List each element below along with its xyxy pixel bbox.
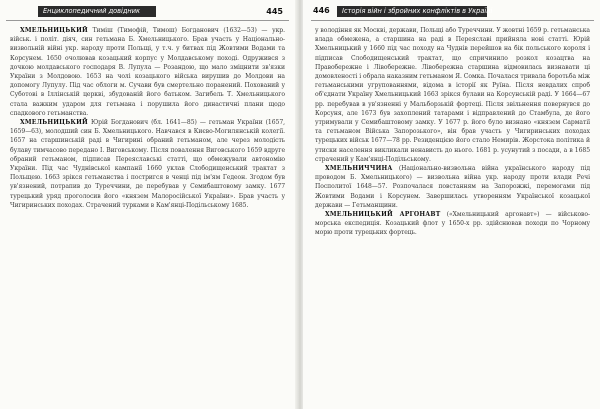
right-page-header — [311, 3, 594, 20]
entry — [315, 26, 590, 164]
entry — [315, 210, 590, 238]
entry-head: ХМЕЛЬНИЦЬКИЙ — [20, 27, 88, 34]
entry-text: Тиміш (Тимофій, Тимош) Богданович (1632—53) — укр. військ. і політ. діяч, син гетьмана Б. Хмельницького. Брав участь у Національно-визвольній війні укр. народу проти Польщі, у т.ч. у битвах під Жовтими Водами та Корсунем. 1650 очолював козацький корпус у Молдавському поході. Одружився з дочкою молдавського господаря В. Лупула — Розандою, що мало зміцнити зв'язки України з Молдовою. 1653 на чолі козацького війська вирушив до Молдови на допомогу Лупулу. Під час облоги м. Сучави був смертельно поранений. Похований у Суботові в Іллінській церкві, збудованій його батьком. Загибель Т. Хмельницького стала важким ударом для гетьмана і порушила його династичні плани щодо спадкового гетьманства. — [10, 27, 285, 117]
right-page — [303, 0, 600, 409]
right-header-rule — [311, 20, 594, 21]
left-page-header — [6, 3, 289, 20]
left-page-number: 445 — [266, 7, 283, 16]
entry — [10, 118, 285, 210]
entry-text: у володіння як Москві, держави, Польщі або Туреччини. У жовтні 1659 р. гетьманська влада обмежена, а старшина на раді в Переяславі прийняла нові статті. Юрій Хмельницький у 1660 під час походу на Чуднів перейшов на бік польського короля і підписав Слободищенський трактат, що спричинило розкол козацтва на Правобережне і Лівобережне. Лівобережна старшина відмовилась визнавати ці домовленості і обрала наказним гетьманом Я. Сомка. Почалася тривала боротьба між гетьманськими угрупованнями, відома в історії як Руїна. Після невдалих спроб об'єднати Україну Хмельницький 1663 зрікся булави на Корсунській раді. У 1664—67 рр. перебував в ув'язненні у Мальборзькій фортеці. Після звільнення повернувся до Корсуня, але 1673 був захоплений татарами і відправлений до Стамбула, де його утримували у Семибаштовому замку. У 1677 р. його було визнано «князем Сарматії та гетьманом Війська Запорозького», він брав участь у Чигиринських походах турецьких військ 1677—78 рр. Резиденцією його стало Немирів. Жорстока політика й утиски населення викликали ненависть до нього. 1681 р. усунутий з посади, а в 1685 страчений у Кам'янці-Подільському. — [315, 27, 590, 163]
right-page-body — [315, 26, 590, 238]
entry-head: ХМЕЛЬНИЦЬКИЙ — [20, 119, 88, 127]
left-page-body — [10, 26, 285, 210]
entry-text: (Національно-визвольна війна українського народу під проводом Б. Хмельницького) — визвольна війна укр. народу проти влади Речі Посполитої 1648—57. Розпочалася повстанням на Запорожжі, перемогами під Жовтими Водами і Корсунем. Завершилась утворенням Української козацької держави — Гетьманщини. — [315, 165, 591, 209]
left-page — [0, 0, 297, 409]
right-page-number: 446 — [313, 6, 330, 15]
right-header-title: Історія війн і збройних конфліктів в Україні — [337, 6, 487, 17]
entry-head: ХМЕЛЬНИЦЬКИЙ АРГОНАВТ — [325, 211, 441, 219]
entry-text: Юрій Богданович (бл. 1641—85) — гетьман України (1657, 1659—63), молодший син Б. Хмельницького. Навчався в Києво-Могилянській колегії. 1657 на старшинській раді в Чигирині обраний гетьманом, але через молодість булаву тимчасово передано І. Виговському. Після повалення Виговського 1659 вдруге обраний гетьманом, підписав Переяславські статті, що обмежували автономію України. Під час Чуднівської кампанії 1660 уклав Слободищенський трактат з Польщею. 1663 зрікся гетьманства і постригся в ченці під ім'ям Гедеон. Згодом був ув'язнений, потрапив до Туреччини, де перебував у Семибаштовому замку. 1677 турецький уряд проголосив його «князем Малоросійської України». Брав участь у Чигиринських походах. Страчений турками в Кам'янці-Подільському 1685. — [10, 119, 285, 209]
entry — [315, 164, 590, 210]
entry-text: («Хмельницький аргонавт») — військово-морська експедиція. Козацький флот у 1650-х рр. здійснював походи по Чорному морю проти турецьких фортець. — [315, 211, 590, 237]
entry-head: ХМЕЛЬНИЧЧИНА — [325, 165, 393, 173]
entry — [10, 26, 285, 118]
left-header-title: Енциклопедичний довідник — [38, 6, 156, 17]
left-header-rule — [6, 20, 289, 21]
